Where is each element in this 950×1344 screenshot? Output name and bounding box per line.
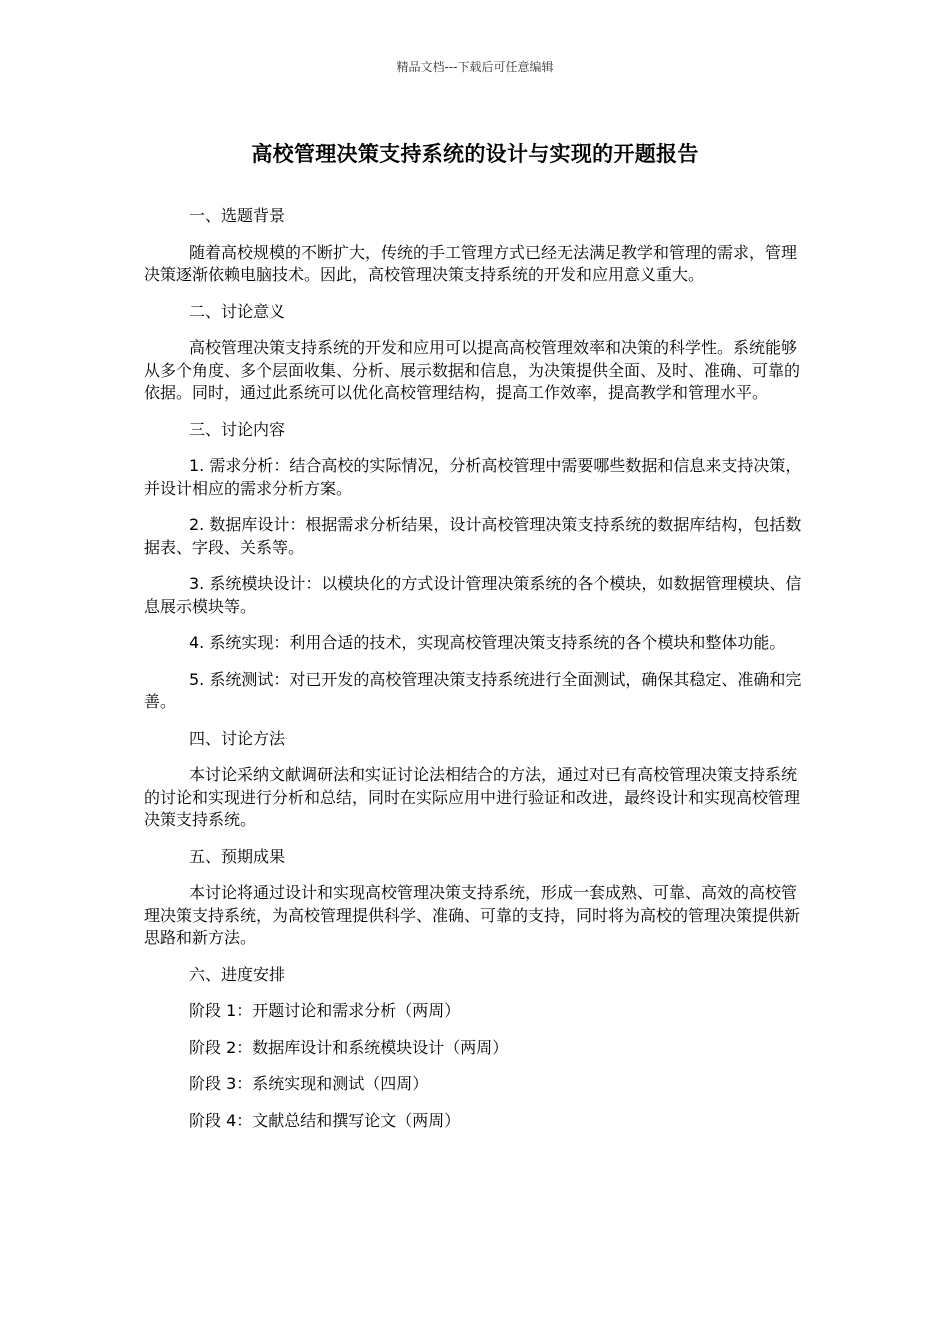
section-heading-method: 四、讨论方法 [189, 728, 286, 748]
section-heading-significance: 二、讨论意义 [189, 301, 286, 321]
content-item: 1. 需求分析：结合高校的实际情况，分析高校管理中需要哪些数据和信息来支持决策，并设计相应的需求分析方案。 [144, 456, 802, 498]
document-title: 高校管理决策支持系统的设计与实现的开题报告 [251, 142, 699, 166]
schedule-item: 阶段 2：数据库设计和系统模块设计（两周） [189, 1037, 509, 1057]
section-heading-schedule: 六、进度安排 [189, 964, 286, 984]
section-heading-outcomes: 五、预期成果 [189, 846, 286, 866]
section-text-method: 本讨论采纳文献调研法和实证讨论法相结合的方法，通过对已有高校管理决策支持系统的讨论和实现进行分析和总结，同时在实际应用中进行验证和改进，最终设计和实现高校管理决策支持系统。 [144, 765, 801, 829]
content-item: 2. 数据库设计：根据需求分析结果，设计高校管理决策支持系统的数据库结构，包括数据表、字段、关系等。 [144, 515, 802, 557]
section-heading-content: 三、讨论内容 [189, 419, 286, 439]
content-item: 3. 系统模块设计：以模块化的方式设计管理决策系统的各个模块，如数据管理模块、信息展示模块等。 [144, 574, 802, 616]
page-header-note: 精品文档---下载后可任意编辑 [396, 60, 554, 74]
section-text-outcomes: 本讨论将通过设计和实现高校管理决策支持系统，形成一套成熟、可靠、高效的高校管理决策支持系统，为高校管理提供科学、准确、可靠的支持，同时将为高校的管理决策提供新思路和新方法。 [144, 883, 801, 947]
schedule-item: 阶段 1：开题讨论和需求分析（两周） [189, 1001, 461, 1020]
section-heading-background: 一、选题背景 [189, 206, 286, 225]
content-item: 4. 系统实现：利用合适的技术，实现高校管理决策支持系统的各个模块和整体功能。 [189, 633, 786, 652]
schedule-item: 阶段 3：系统实现和测试（四周） [189, 1074, 429, 1093]
section-text-significance: 高校管理决策支持系统的开发和应用可以提高高校管理效率和决策的科学性。系统能够从多个角度、多个层面收集、分析、展示数据和信息，为决策提供全面、及时、准确、可靠的依据。同时，通过此系统可以优化高校管理结构，提高工作效率，提高教学和管理水平。 [144, 338, 801, 402]
content-item: 5. 系统测试：对已开发的高校管理决策支持系统进行全面测试，确保其稳定、准确和完善。 [144, 669, 802, 711]
document-body [144, 205, 810, 1146]
schedule-item: 阶段 4：文献总结和撰写论文（两周） [189, 1110, 461, 1130]
section-text-background: 随着高校规模的不断扩大，传统的手工管理方式已经无法满足教学和管理的需求，管理决策逐渐依赖电脑技术。因此，高校管理决策支持系统的开发和应用意义重大。 [144, 242, 798, 284]
